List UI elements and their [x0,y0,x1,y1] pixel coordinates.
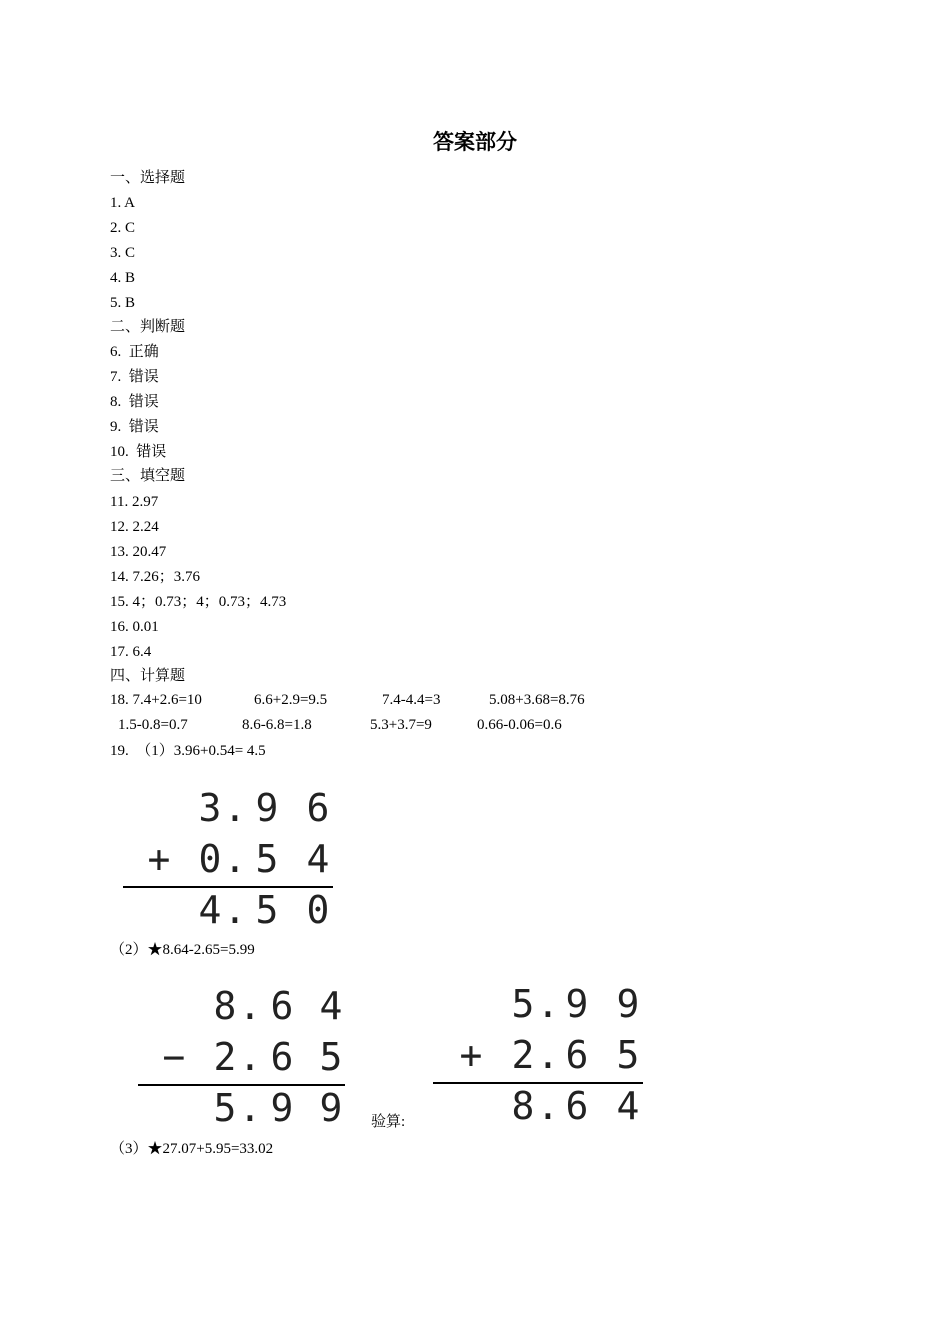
vertical-row-top [135,984,355,1028]
digit: 6 [306,786,330,830]
decimal-point: . [536,1084,560,1128]
digit: 5 [511,982,535,1026]
digit: 0 [306,888,330,932]
plus-sign: + [147,837,171,881]
vertical-row-second [433,1033,653,1077]
q19-part3-label: （3）★27.07+5.95=33.02 [110,1141,274,1157]
calc-item: 6.6+2.9=9.5 [254,692,328,708]
digit: 2 [213,1035,237,1079]
page-title: 答案部分 [433,130,517,154]
calc-item: 5.08+3.68=8.76 [489,692,585,708]
decimal-point: . [238,984,262,1028]
answer-line: 6. 正确 [110,344,159,360]
answer-line: 15. 4；0.73；4；0.73；4.73 [110,594,287,610]
decimal-point: . [223,837,247,881]
answer-line: 14. 7.26；3.76 [110,569,201,585]
digit: 4 [319,984,343,1028]
digit: 6 [565,1084,589,1128]
answer-line: 16. 0.01 [110,619,159,635]
digit: 6 [565,1033,589,1077]
section-heading-calc: 四、计算题 [110,668,186,684]
digit: 6 [270,984,294,1028]
answer-line: 13. 20.47 [110,544,167,560]
vertical-subtraction-2 [135,984,355,1134]
digit: 9 [616,982,640,1026]
digit: 4 [616,1084,640,1128]
calc-item: 1.5-0.8=0.7 [118,717,188,733]
vertical-addition-1 [120,786,340,936]
vertical-row-result [433,1084,653,1128]
digit: 5 [319,1035,343,1079]
digit: 6 [270,1035,294,1079]
answer-line: 5. B [110,295,136,311]
plus-sign: + [459,1033,483,1077]
calc-item: 5.3+3.7=9 [370,717,432,733]
check-label: 验算: [371,1114,406,1130]
decimal-point: . [223,888,247,932]
answer-line: 1. A [110,195,136,211]
decimal-point: . [536,982,560,1026]
answer-line: 10. 错误 [110,444,167,460]
calc-item: 18. 7.4+2.6=10 [110,692,202,708]
digit: 9 [270,1086,294,1130]
vertical-row-second [135,1035,355,1079]
answer-line: 7. 错误 [110,369,159,385]
answer-line: 8. 错误 [110,394,159,410]
section-heading-fill: 三、填空题 [110,468,186,484]
digit: 0 [198,837,222,881]
answer-line: 9. 错误 [110,419,159,435]
digit: 4 [198,888,222,932]
minus-sign: − [162,1035,186,1079]
digit: 5 [255,888,279,932]
vertical-row-result [120,888,340,932]
q19-part2-label: （2）★8.64-2.65=5.99 [110,942,255,958]
digit: 5 [213,1086,237,1130]
vertical-row-top [433,982,653,1026]
digit: 5 [255,837,279,881]
digit: 9 [319,1086,343,1130]
answer-line: 12. 2.24 [110,519,159,535]
decimal-point: . [536,1033,560,1077]
vertical-row-top [120,786,340,830]
decimal-point: . [223,786,247,830]
answer-line: 3. C [110,245,136,261]
digit: 8 [213,984,237,1028]
section-heading-judge: 二、判断题 [110,319,186,335]
digit: 4 [306,837,330,881]
digit: 9 [565,982,589,1026]
vertical-row-second [120,837,340,881]
digit: 2 [511,1033,535,1077]
answer-line: 17. 6.4 [110,644,152,660]
answer-line: 2. C [110,220,136,236]
digit: 5 [616,1033,640,1077]
calc-item: 0.66-0.06=0.6 [477,717,562,733]
decimal-point: . [238,1035,262,1079]
answer-line: 4. B [110,270,136,286]
vertical-check-addition [433,982,653,1132]
digit: 9 [255,786,279,830]
q19-part1-label: 19. （1）3.96+0.54= 4.5 [110,743,266,759]
digit: 8 [511,1084,535,1128]
digit: 3 [198,786,222,830]
calc-item: 8.6-6.8=1.8 [242,717,312,733]
decimal-point: . [238,1086,262,1130]
answer-line: 11. 2.97 [110,494,159,510]
section-heading-choice: 一、选择题 [110,170,186,186]
calc-item: 7.4-4.4=3 [382,692,441,708]
vertical-row-result [135,1086,355,1130]
